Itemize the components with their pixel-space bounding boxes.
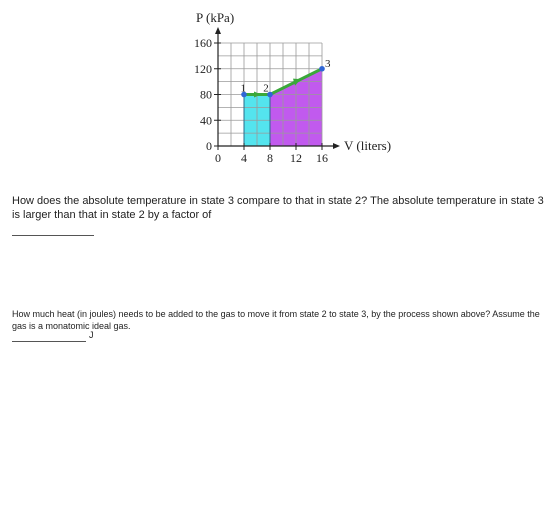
state-point-3	[319, 66, 325, 72]
state-label-2: 2	[263, 82, 269, 95]
question-2-text: How much heat (in joules) needs to be added to the gas to move it from state 2 to state 3, by the process shown above? Assume the gas is a monatomic ideal gas.	[12, 309, 540, 331]
x-tick-label: 0	[215, 151, 221, 165]
x-tick-label: 8	[267, 151, 273, 165]
y-tick-label: 160	[194, 36, 212, 50]
x-tick-label: 4	[241, 151, 247, 165]
y-tick-label: 0	[206, 139, 212, 153]
answer-unit-label: J	[89, 330, 94, 340]
x-axis-arrow	[333, 143, 340, 149]
state-label-1: 1	[240, 82, 246, 95]
y-tick-label: 120	[194, 61, 212, 76]
state-label-3: 3	[325, 57, 331, 70]
answer-blank-2[interactable]	[12, 341, 86, 342]
x-tick-label: 12	[290, 151, 302, 165]
answer-blank-1[interactable]	[12, 235, 94, 236]
y-tick-label: 80	[200, 87, 212, 102]
y-axis-title: P (kPa)	[196, 10, 235, 25]
y-tick-label: 40	[200, 113, 212, 128]
pv-diagram	[0, 0, 558, 190]
x-axis-title: V (liters)	[344, 138, 392, 153]
y-axis-arrow	[215, 27, 221, 34]
question-1-text: How does the absolute temperature in state 3 compare to that in state 2? The absolute temperature in state 3 is larger than that in state 2 by a factor of	[12, 195, 544, 221]
x-tick-label: 16	[316, 151, 328, 165]
